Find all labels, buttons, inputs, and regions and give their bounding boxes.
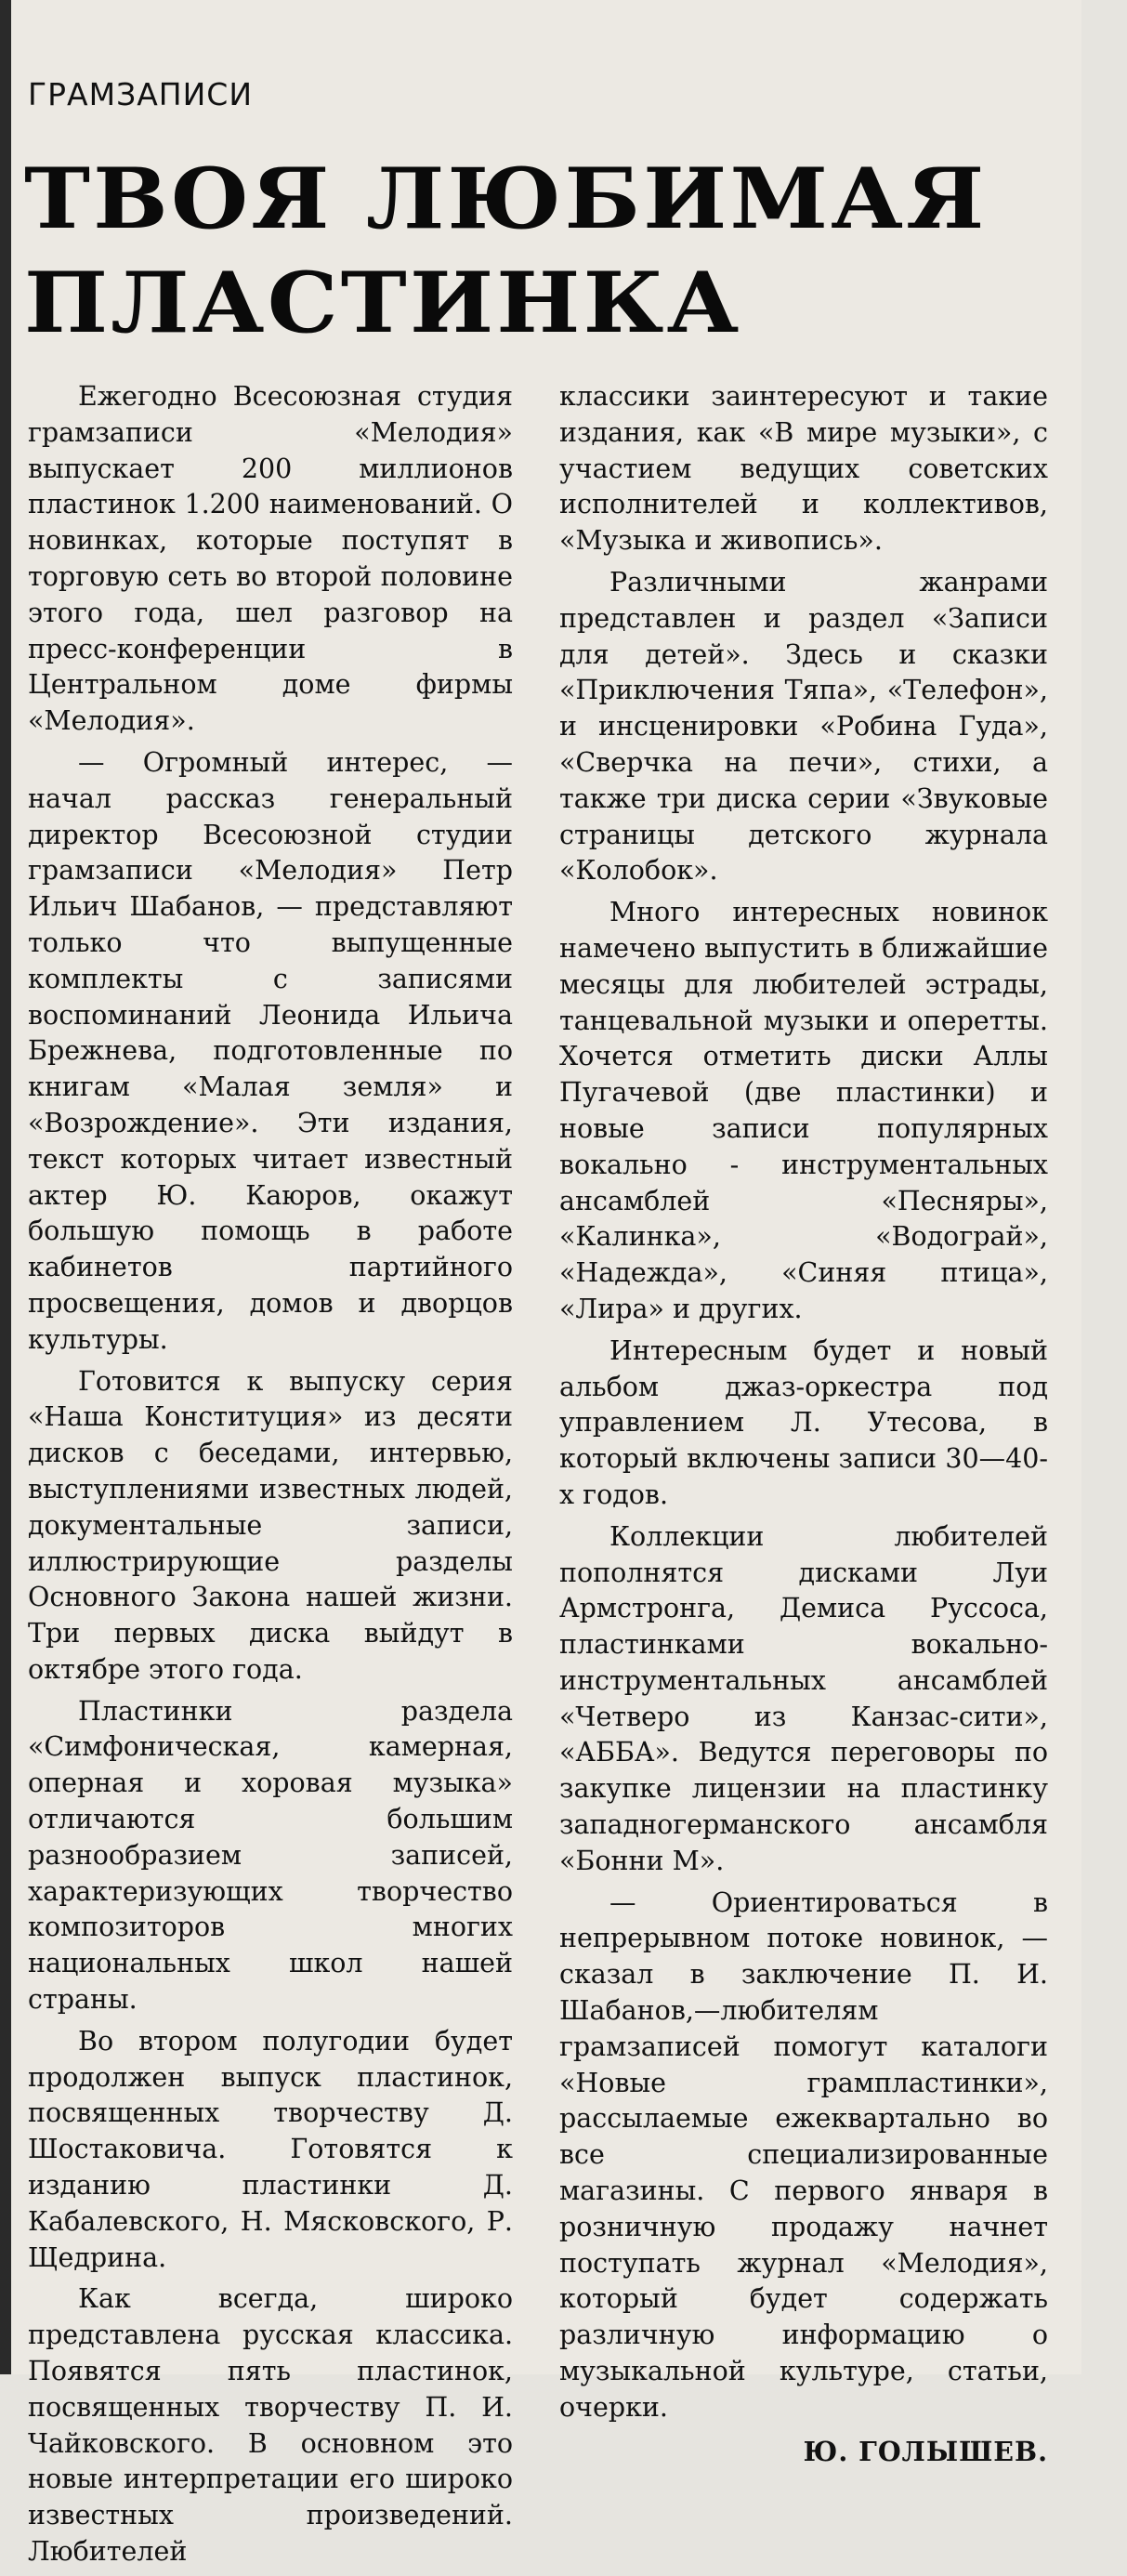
paragraph: Готовится к выпуску серия «Наша Конституция» из десяти дисков с беседами, интервью, выступлениями известных людей, документальные записи, иллюстрирующие разделы Основного Закона нашей жизни. Три первых диска выйдут в октябре этого года. [28, 1365, 513, 1685]
paragraph: Как всегда, широко представлена русская классика. Появятся пять пластинок, посвященных творчеству П. И. Чайковского. В основном это новые интерпретации его широко известных произведений. Любителей [28, 2283, 513, 2568]
paragraph: — Ориентироваться в непрерывном потоке новинок, — сказал в заключение П. И. Шабанов,—любителям грамзаписей помогут каталоги «Новые грампластинки», рассылаемые ежеквартально во все специализированные магазины. С первого января в розничную продажу начнет поступать журнал «Мелодия», который будет содержать различную информацию о музыкальной культуре, статьи, очерки. [559, 1886, 1048, 2423]
article-column-right [559, 379, 1048, 2475]
paragraph: Во втором полугодии будет продолжен выпуск пластинок, посвященных творчеству Д. Шостаковича. Готовятся к изданию пластинки Д. Кабалевского, Н. Мясковского, Р. Щедрина. [28, 2025, 513, 2273]
headline [24, 147, 1127, 355]
headline-line-1: ТВОЯ ЛЮБИМАЯ [24, 150, 988, 248]
headline-line-2: ПЛАСТИНКА [24, 254, 742, 352]
paragraph: Коллекции любителей пополнятся дисками Луи Армстронга, Демиса Руссоса, пластинками вокально-инструментальных ансамблей «Четверо из Канзас-сити», «АББА». Ведутся переговоры по закупке лицензии на пластинку западногерманского ансамбля «Бонни М». [559, 1520, 1048, 1876]
paragraph: Пластинки раздела «Симфоническая, камерная, оперная и хоровая музыка» отличаются большим разнообразием записей, характеризующих творчество композиторов многих национальных школ нашей страны. [28, 1695, 513, 2016]
paragraph: Ежегодно Всесоюзная студия грамзаписи «Мелодия» выпускает 200 миллионов пластинок 1.200 наименований. О новинках, которые поступят в торговую сеть во второй половине этого года, шел разговор на пресс-конференции в Центральном доме фирмы «Мелодия». [28, 381, 513, 737]
paragraph: Различными жанрами представлен и раздел «Записи для детей». Здесь и сказки «Приключения Тяпа», «Телефон», и инсценировки «Робина Гуда», «Сверчка на печи», стихи, а также три диска серии «Звуковые страницы детского журнала «Колобок». [559, 566, 1048, 887]
column-rule [0, 0, 11, 2374]
author-signature: Ю. ГОЛЫШЕВ. [803, 2435, 1048, 2467]
paragraph: классики заинтересуют и такие издания, как «В мире музыки», с участием ведущих советских исполнителей и коллективов, «Музыка и живопись». [559, 381, 1048, 557]
article-column-left [28, 379, 513, 2576]
paragraph: — Огромный интерес, — начал рассказ генеральный директор Всесоюзной студии грамзаписи «Мелодия» Петр Ильич Шабанов, — представляют только что выпущенные комплекты с записями воспоминаний Леонида Ильича Брежнева, подготовленные по книгам «Малая земля» и «Возрождение». Эти издания, текст которых читает известный актер Ю. Каюров, окажут большую помощь в работе кабинетов партийного просвещения, домов и дворцов культуры. [28, 746, 513, 1355]
rubric: ГРАМЗАПИСИ [28, 76, 254, 112]
paragraph: Интересным будет и новый альбом джаз-оркестра под управлением Л. Утесова, в который включены записи 30—40-х годов. [559, 1334, 1048, 1510]
paragraph: Много интересных новинок намечено выпустить в ближайшие месяцы для любителей эстрады, танцевальной музыки и оперетты. Хочется отметить диски Аллы Пугачевой (две пластинки) и новые записи популярных вокально - инструментальных ансамблей «Песняры», «Калинка», «Водограй», «Надежда», «Синяя птица», «Лира» и других. [559, 897, 1048, 1324]
